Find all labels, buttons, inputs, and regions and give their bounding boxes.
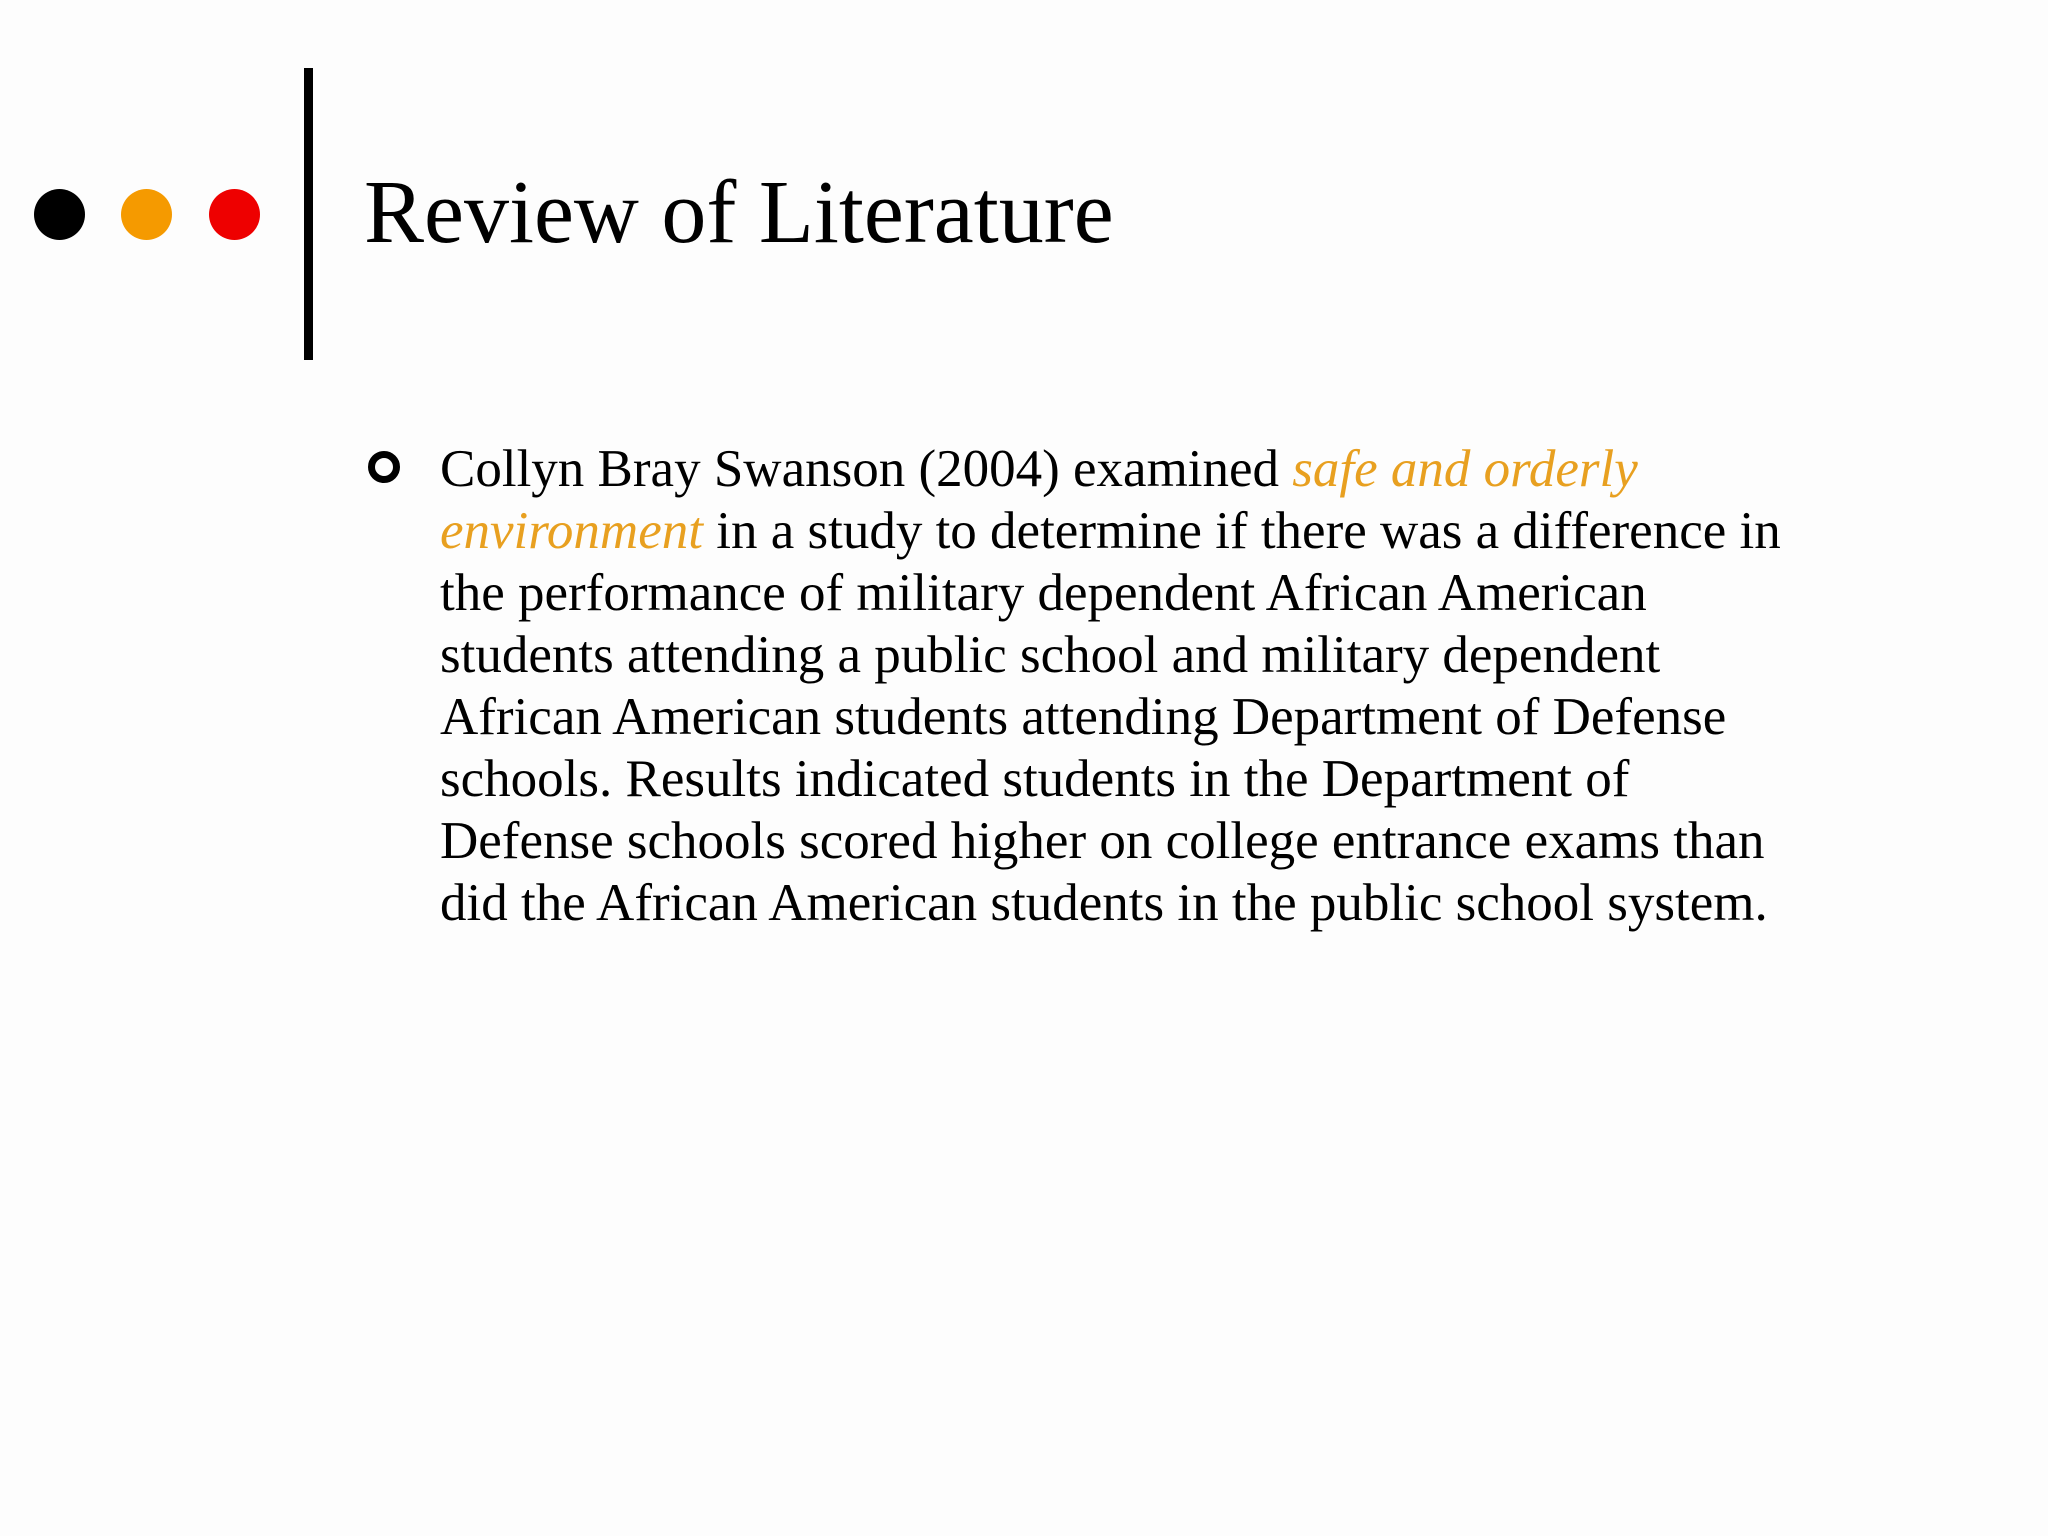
bullet-paragraph bbox=[440, 438, 1920, 934]
paragraph-line-5: African American students attending Department of Defense bbox=[440, 688, 1727, 746]
slide-title: Review of Literature bbox=[364, 163, 1114, 262]
paragraph-line-3: the performance of military dependent African American bbox=[440, 564, 1647, 622]
paragraph-line-8: did the African American students in the public school system. bbox=[440, 874, 1768, 932]
paragraph-line-6: schools. Results indicated students in the Department of bbox=[440, 750, 1630, 808]
paragraph-line-7: Defense schools scored higher on college entrance exams than bbox=[440, 812, 1765, 870]
paragraph-line-1 bbox=[440, 438, 1920, 500]
vertical-divider bbox=[304, 68, 313, 360]
emphasized-phrase: safe and orderly bbox=[1292, 440, 1638, 498]
hollow-circle-bullet-icon bbox=[368, 451, 400, 483]
paragraph-line-4: students attending a public school and military dependent bbox=[440, 626, 1661, 684]
paragraph-text: in a study to determine if there was a difference in bbox=[702, 502, 1781, 560]
paragraph-text: Collyn Bray Swanson (2004) examined bbox=[440, 440, 1293, 498]
emphasized-phrase: environment bbox=[440, 502, 703, 560]
black-dot-icon bbox=[34, 189, 85, 240]
orange-dot-icon bbox=[121, 189, 172, 240]
paragraph-line-2 bbox=[440, 500, 1920, 562]
red-dot-icon bbox=[209, 189, 260, 240]
